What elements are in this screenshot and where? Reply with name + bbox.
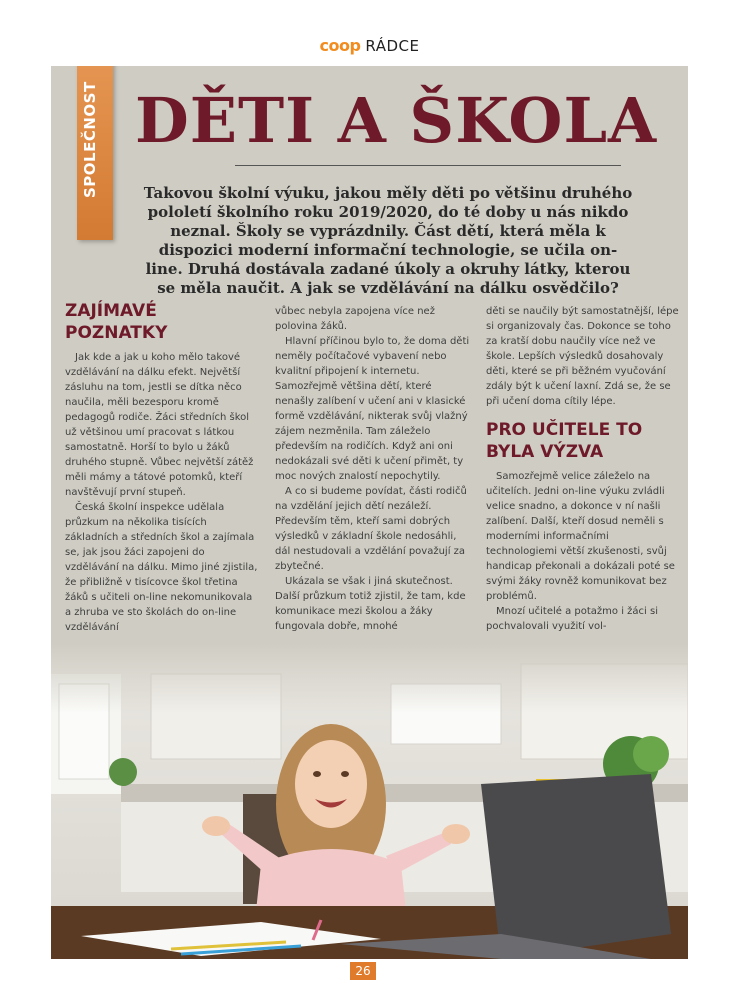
paragraph: děti se naučily být samostatnější, lépe si organizovaly čas. Dokonce se toho za kratší dobu naučily více než ve škole. Lepších výsledků dosahovaly děti, které se při běžném vyučování zdály být k učení laxní. Zdá se, že se při učení doma cítily lépe. — [486, 306, 679, 407]
text-column-2 — [275, 304, 471, 634]
section-heading: PRO UČITELE TO BYLA VÝZVA — [486, 420, 643, 462]
page-number: 26 — [350, 962, 376, 980]
paragraph: Hlavní příčinou bylo to, že doma děti neměly počítačové vybavení nebo kvalitní připojení k internetu. Samozřejmě většina dětí, které nenašly zalíbení v učení ani v klasické formě vzdělávání, nikterak svůj vlažný zájem nezměnila. Tam záleželo především na rodičích. Když ani oni nedokázali své děti k učení přimět, ty moc nových znalostí nepochytily. — [275, 336, 470, 482]
paragraph: Mnozí učitelé a potažmo i žáci si pochvalovali využití vol- — [486, 606, 658, 632]
paragraph: Samozřejmě velice záleželo na učitelích. Jedni on-line výuku zvládli velice snadno, a dokonce v ní našli zalíbení. Další, kteří dosud neměli s moderními informačními technologiemi větší zkušenosti, svůj handicap překonali a dokázali poté se svými žáky rovněž komunikovat bez problémů. — [486, 471, 675, 602]
text-column-1 — [65, 300, 261, 635]
paragraph: A co si budeme povídat, části rodičů na vzdělání jejich dětí nezáleží. Především těm, kteří sami dobrých výsledků v základní škole nedosáhli, dál nestudovali a vzdělání považují za zbytečné. — [275, 486, 467, 572]
section-ribbon — [77, 66, 113, 240]
paragraph: Ukázala se však i jiná skutečnost. Další průzkum totiž zjistil, že tam, kde komunikace mezi školou a žáky fungovala dobře, mnohé — [275, 576, 466, 632]
girl-laptop-photo — [51, 644, 688, 959]
paragraph: Česká školní inspekce udělala průzkum na několika tisících základních a středních škol a zajímala se, jak jsou žáci zapojeni do vzdělávání na dálku. Mimo jiné zjistila, že přibližně v tisícovce škol třetina žáků s učiteli on-line nekomunikovala a zhruba ve sto školách do on-line vzdělávání — [65, 502, 258, 633]
magazine-header — [0, 36, 739, 60]
title-divider — [235, 165, 621, 166]
paragraph: Jak kde a jak u koho mělo takové vzdělávání na dálku efekt. Největší zásluhu na tom, jestli se dítka něco naučila, měli bezesporu kromě pedagogů rodiče. Žáci středních škol už většinou umí pracovat s látkou samostatně. Horší to bylo u žáků druhého stupně. Vůbec největší zátěž měli mámy a tátové potomků, kteří navštěvují první stupeň. — [65, 352, 254, 498]
article-title: DĚTI A ŠKOLA — [135, 84, 658, 157]
paragraph: vůbec nebyla zapojena více než polovina žáků. — [275, 306, 435, 332]
section-label: SPOLEČNOST — [81, 81, 99, 198]
brand-name: RÁDCE — [365, 36, 420, 55]
coop-logo: coop — [319, 36, 361, 55]
article-lead: Takovou školní výuku, jakou měly děti po většinu druhého pololetí školního roku 2019/2020, do té doby u nás nikdo neznal. Školy se vyprázdnily. Část dětí, která měla k dispozici moderní informační technologie, se učila on-line. Druhá dostávala zadané úkoly a okruhy látky, kterou se měla naučit. A jak se vzdělávání na dálku osvědčilo? — [143, 184, 633, 297]
article-page — [51, 66, 688, 959]
text-column-3 — [486, 304, 682, 634]
section-heading: ZAJÍMAVÉ POZNATKY — [65, 301, 168, 343]
